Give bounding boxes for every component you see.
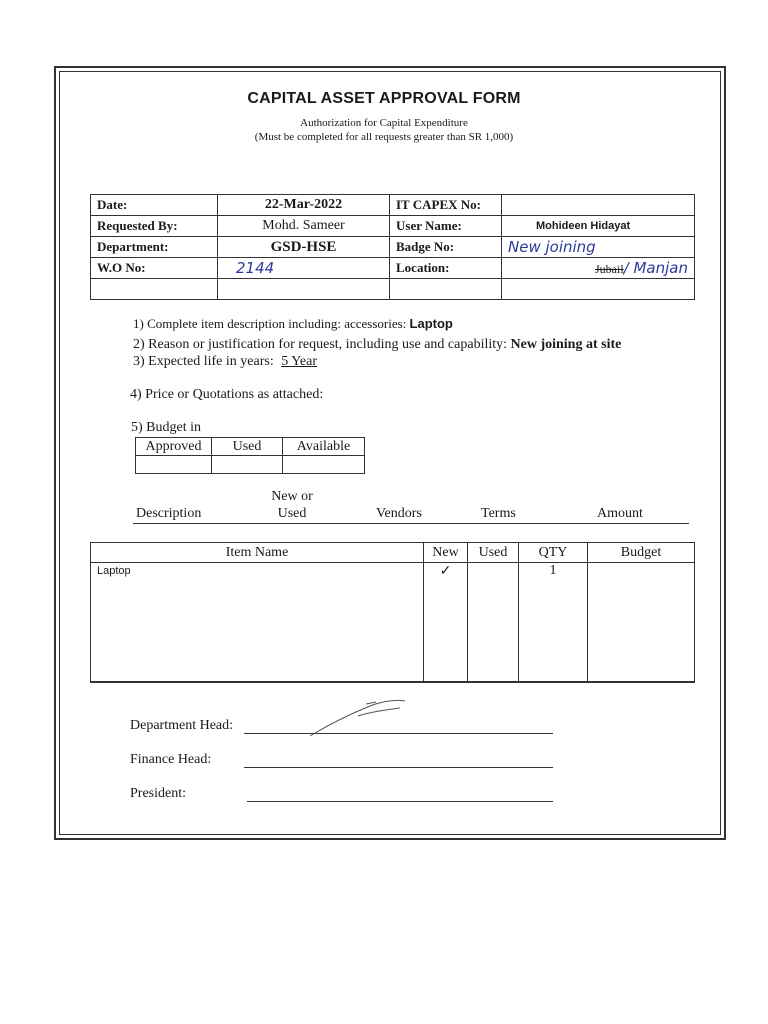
finance-head-label: Finance Head: — [130, 752, 212, 767]
requested-by-value[interactable]: Mohd. Sameer — [218, 216, 390, 237]
date-label: Date: — [91, 195, 218, 216]
budget-available-header: Available — [283, 438, 365, 456]
columns-underline — [133, 523, 689, 524]
question-4-text: 4) Price or Quotations as attached: — [130, 387, 324, 402]
form-subtitle: Authorization for Capital Expenditure — [300, 117, 468, 129]
col-used: Used — [277, 506, 307, 521]
capex-value[interactable] — [502, 195, 695, 216]
col-vendors: Vendors — [376, 506, 422, 521]
col-new-or: New or — [271, 489, 313, 504]
col-amount: Amount — [597, 506, 643, 521]
question-1-text: 1) Complete item description including: accessories: — [133, 316, 407, 331]
budget-available-value[interactable] — [283, 456, 365, 474]
user-name-value[interactable]: Mohideen Hidayat — [502, 216, 695, 237]
budget-used-value[interactable] — [212, 456, 283, 474]
wo-label: W.O No: — [91, 258, 218, 279]
form-requirement-note: (Must be completed for all requests greater than SR 1,000) — [254, 131, 514, 143]
date-value[interactable]: 22-Mar-2022 — [218, 195, 390, 216]
question-4 — [130, 387, 323, 403]
location-struck-value: Jubail — [594, 262, 624, 276]
item-new-check[interactable]: ✓ — [424, 563, 468, 683]
col-description: Description — [136, 506, 202, 521]
item-name[interactable]: Laptop — [91, 563, 424, 683]
empty-cell — [218, 279, 390, 300]
user-name-label: User Name: — [390, 216, 502, 237]
dept-head-label: Department Head: — [130, 718, 234, 733]
president-signature-line[interactable] — [247, 801, 553, 802]
president-label: President: — [130, 786, 186, 801]
budget-approved-header: Approved — [136, 438, 212, 456]
budget-table — [135, 437, 365, 474]
question-3 — [133, 354, 317, 370]
capex-label: IT CAPEX No: — [390, 195, 502, 216]
items-header-budget: Budget — [588, 543, 695, 563]
question-1-answer[interactable]: Laptop — [409, 316, 453, 331]
item-used[interactable] — [468, 563, 519, 683]
wo-value[interactable]: 2144 — [218, 258, 390, 279]
items-header-name: Item Name — [91, 543, 424, 563]
question-2-text: 2) Reason or justification for request, including use and capability: — [133, 337, 508, 352]
budget-used-header: Used — [212, 438, 283, 456]
question-3-text: 3) Expected life in years: — [133, 354, 274, 369]
empty-cell — [91, 279, 218, 300]
question-2-answer[interactable]: New joining at site — [510, 337, 622, 352]
dept-head-signature — [300, 696, 412, 740]
items-header-new: New — [424, 543, 468, 563]
requested-by-label: Requested By: — [91, 216, 218, 237]
items-table — [90, 542, 695, 683]
items-header-qty: QTY — [519, 543, 588, 563]
location-value-cell[interactable] — [502, 258, 695, 279]
finance-head-signature-line[interactable] — [244, 767, 553, 768]
budget-approved-value[interactable] — [136, 456, 212, 474]
location-value: / Manjan — [623, 259, 688, 277]
item-qty[interactable]: 1 — [519, 563, 588, 683]
question-3-answer[interactable]: 5 Year — [281, 354, 317, 369]
badge-value[interactable]: New joining — [502, 237, 695, 258]
question-5 — [131, 420, 201, 436]
badge-label: Badge No: — [390, 237, 502, 258]
request-info-table — [90, 194, 695, 300]
col-terms: Terms — [481, 506, 516, 521]
question-2 — [133, 337, 621, 353]
form-title: CAPITAL ASSET APPROVAL FORM — [247, 90, 521, 107]
table-row — [91, 563, 695, 683]
department-label: Department: — [91, 237, 218, 258]
location-label: Location: — [390, 258, 502, 279]
question-1 — [133, 316, 453, 332]
question-5-text: 5) Budget in — [131, 420, 201, 435]
items-header-used: Used — [468, 543, 519, 563]
department-value[interactable]: GSD-HSE — [218, 237, 390, 258]
item-budget[interactable] — [588, 563, 695, 683]
empty-cell — [502, 279, 695, 300]
empty-cell — [390, 279, 502, 300]
